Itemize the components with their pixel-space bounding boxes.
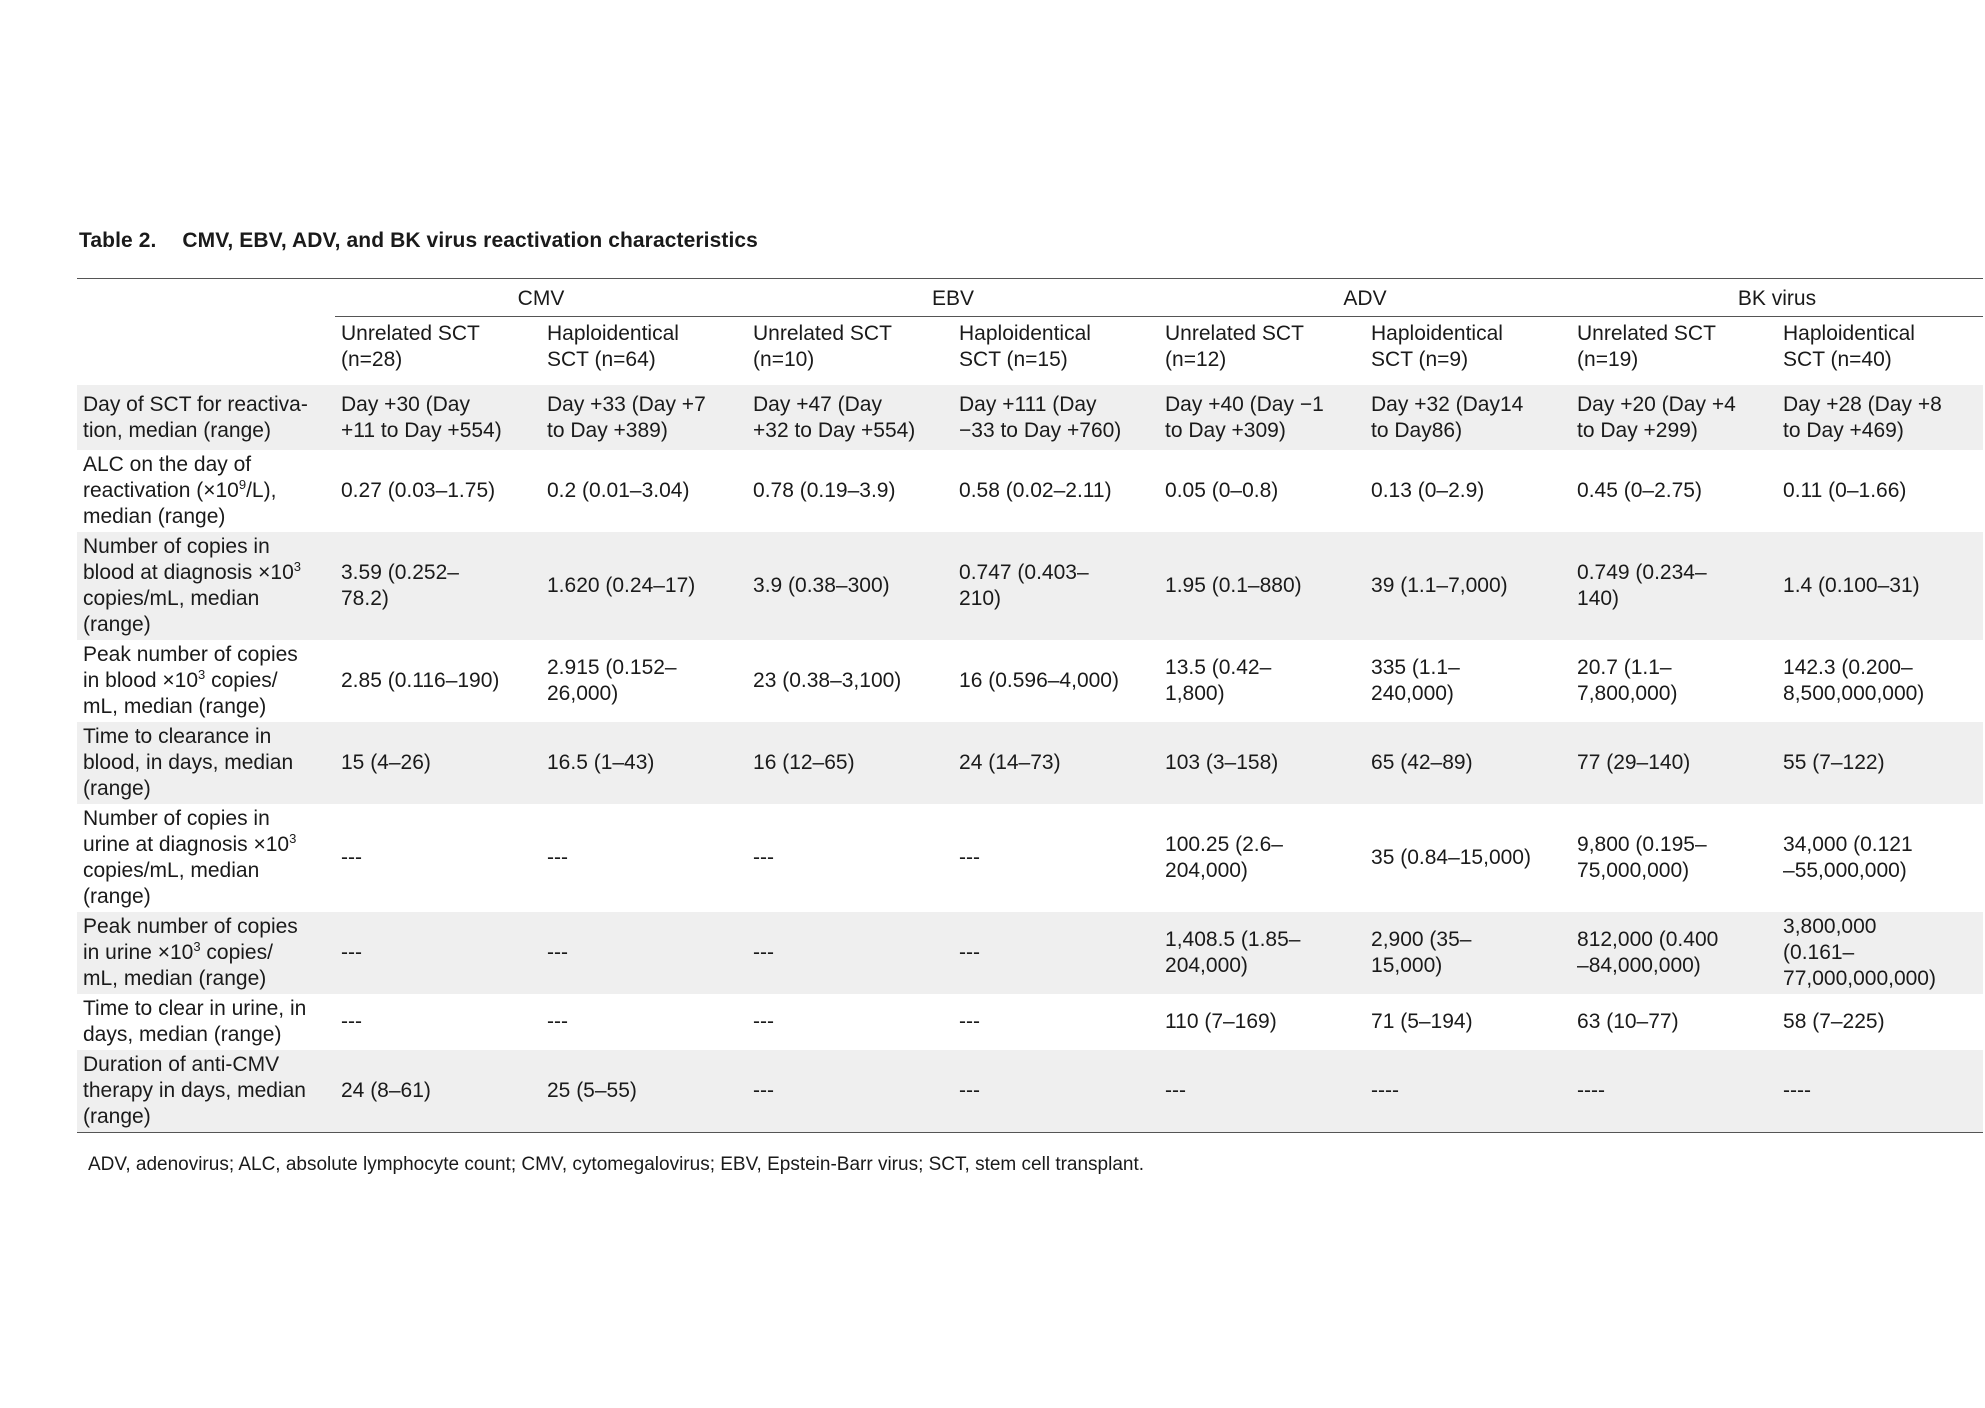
table-cell [953, 532, 1159, 640]
table-cell [747, 722, 953, 804]
cell-line: 1,408.5 (1.85– [1165, 928, 1301, 951]
cell-line: to Day +299) [1577, 418, 1698, 442]
cell-line: 1.620 (0.24–17) [547, 574, 696, 597]
corner-cell [77, 279, 335, 386]
cell-line: --- [753, 941, 774, 964]
cell-line: to Day86) [1371, 418, 1463, 442]
cell-line: 23 (0.38–3,100) [753, 669, 902, 692]
table-cell [541, 640, 747, 722]
cell-line: 16.5 (1–43) [547, 751, 655, 774]
table-cell [1365, 1050, 1571, 1133]
cell-line: 35 (0.84–15,000) [1371, 846, 1531, 869]
row-label-line: mL, median (range) [83, 695, 267, 718]
table-cell [335, 385, 541, 450]
cell-line: 103 (3–158) [1165, 751, 1279, 774]
subheader-cell [747, 317, 953, 386]
table-cell [1777, 722, 1983, 804]
table-cell [541, 804, 747, 912]
group-header-adv: ADV [1159, 279, 1571, 317]
table-cell [335, 912, 541, 994]
table-cell [1159, 385, 1365, 450]
cell-line: 0.45 (0–2.75) [1577, 479, 1702, 502]
cell-line: Day +28 (Day +8 [1783, 392, 1942, 416]
table-cell [747, 804, 953, 912]
table-row [77, 1050, 1983, 1133]
row-label [77, 640, 335, 722]
cell-line: Day +111 (Day [959, 392, 1097, 416]
row-label-line: ALC on the day of [83, 453, 252, 476]
subheader-line: (n=12) [1165, 348, 1227, 371]
row-label-line: Day of SCT for reactiva- [83, 392, 308, 416]
table-cell [541, 912, 747, 994]
cell-line: 0.58 (0.02–2.11) [959, 479, 1112, 502]
table-cell [953, 1050, 1159, 1133]
table-cell [1777, 450, 1983, 532]
table-cell [1159, 912, 1365, 994]
table-row [77, 804, 1983, 912]
cell-line: 75,000,000) [1577, 859, 1690, 882]
table-cell [953, 994, 1159, 1050]
row-label-line: in blood ×10 [83, 669, 199, 692]
table-row [77, 385, 1983, 450]
subheader-line: SCT (n=40) [1783, 348, 1892, 371]
group-header-ebv: EBV [747, 279, 1159, 317]
cell-line: 140) [1577, 587, 1620, 610]
subheader-line: (n=10) [753, 348, 815, 371]
cell-line: --- [341, 846, 362, 869]
table-cell [1365, 385, 1571, 450]
cell-line: –84,000,000) [1577, 954, 1701, 977]
cell-line: --- [753, 1010, 774, 1033]
cell-line: Day +47 (Day [753, 392, 882, 416]
table-cell [1777, 640, 1983, 722]
subheader-line: Unrelated SCT [1165, 322, 1304, 345]
table-cell [1777, 385, 1983, 450]
table-cell [335, 640, 541, 722]
row-label-line: Peak number of copies [83, 915, 298, 938]
table-cell [1365, 450, 1571, 532]
cell-line: 77,000,000,000) [1783, 967, 1936, 990]
table-cell [1159, 640, 1365, 722]
cell-line: ---- [1371, 1079, 1399, 1102]
cell-line: 2,900 (35– [1371, 928, 1472, 951]
cell-line: Day +33 (Day +7 [547, 392, 706, 416]
cell-line: 0.11 (0–1.66) [1783, 479, 1907, 502]
cell-line: 3.9 (0.38–300) [753, 574, 890, 597]
table-cell [1777, 994, 1983, 1050]
superscript-exponent: 3 [193, 939, 201, 954]
subheader-cell [541, 317, 747, 386]
table-row [77, 640, 1983, 722]
cell-line: 16 (12–65) [753, 751, 855, 774]
table-cell [1159, 994, 1365, 1050]
cell-line: 78.2) [341, 587, 389, 610]
subheader-line: Unrelated SCT [1577, 322, 1716, 345]
subheader-line: Haploidentical [1371, 322, 1503, 345]
cell-line: 7,800,000) [1577, 682, 1678, 705]
cell-line: 77 (29–140) [1577, 751, 1691, 774]
row-label [77, 912, 335, 994]
cell-line: 58 (7–225) [1783, 1010, 1885, 1033]
table-cell [1571, 994, 1777, 1050]
subheader-line: (n=19) [1577, 348, 1639, 371]
row-label-line: Time to clearance in [83, 725, 272, 748]
row-label-line: blood, in days, median [83, 751, 294, 774]
row-label-line: Number of copies in [83, 535, 270, 558]
table-cell [335, 532, 541, 640]
table-cell [1777, 532, 1983, 640]
cell-line: to Day +389) [547, 418, 668, 442]
row-label [77, 532, 335, 640]
cell-line: 15,000) [1371, 954, 1443, 977]
row-label-line: in urine ×10 [83, 941, 194, 964]
cell-line: 3,800,000 [1783, 915, 1877, 938]
table-cell [335, 450, 541, 532]
superscript-exponent: 3 [289, 831, 297, 846]
row-label-tail: /L), [246, 479, 277, 502]
cell-line: 0.13 (0–2.9) [1371, 479, 1485, 502]
cell-line: 20.7 (1.1– [1577, 656, 1672, 679]
row-label [77, 994, 335, 1050]
cell-line: --- [959, 1079, 980, 1102]
row-label-line: days, median (range) [83, 1023, 282, 1046]
cell-line: 0.749 (0.234– [1577, 561, 1707, 584]
row-label-line: copies/mL, median [83, 587, 260, 610]
subheader-line: SCT (n=9) [1371, 348, 1469, 371]
cell-line: 142.3 (0.200– [1783, 656, 1913, 679]
cell-line: +32 to Day +554) [753, 418, 916, 442]
table-cell [1159, 722, 1365, 804]
table-footnote: ADV, adenovirus; ALC, absolute lymphocyte count; CMV, cytomegalovirus; EBV, Epstein-Barr virus; SCT, stem cell transplant. [88, 1154, 1145, 1175]
cell-line: 15 (4–26) [341, 751, 431, 774]
table-cell [1365, 804, 1571, 912]
group-header-row [77, 279, 1983, 317]
cell-line: 110 (7–169) [1165, 1010, 1277, 1033]
table-cell [1365, 640, 1571, 722]
table-cell [541, 450, 747, 532]
subheader-cell [1571, 317, 1777, 386]
row-label-line: (range) [83, 777, 151, 800]
subheader-line: Unrelated SCT [341, 322, 480, 345]
subheader-line: Unrelated SCT [753, 322, 892, 345]
cell-line: 63 (10–77) [1577, 1010, 1679, 1033]
table-cell [335, 722, 541, 804]
cell-line: 100.25 (2.6– [1165, 833, 1283, 856]
subheader-line: SCT (n=64) [547, 348, 656, 371]
cell-line: 39 (1.1–7,000) [1371, 574, 1508, 597]
table-cell [953, 640, 1159, 722]
superscript-exponent: 3 [198, 667, 206, 682]
cell-line: 13.5 (0.42– [1165, 656, 1272, 679]
cell-line: 0.27 (0.03–1.75) [341, 479, 496, 502]
table-cell [747, 385, 953, 450]
superscript-exponent: 9 [238, 477, 247, 492]
subheader-row [77, 317, 1983, 386]
row-label-line: Peak number of copies [83, 643, 298, 666]
table-cell [1571, 450, 1777, 532]
row-label-line: blood at diagnosis ×10 [83, 561, 294, 584]
table-cell [1777, 1050, 1983, 1133]
cell-line: Day +30 (Day [341, 392, 470, 416]
table-cell [1571, 912, 1777, 994]
cell-line: 55 (7–122) [1783, 751, 1885, 774]
subheader-cell [953, 317, 1159, 386]
group-header-cmv: CMV [335, 279, 747, 317]
cell-line: 25 (5–55) [547, 1079, 637, 1102]
cell-line: 0.2 (0.01–3.04) [547, 479, 690, 502]
row-label-line: therapy in days, median [83, 1079, 306, 1102]
row-label-line: (range) [83, 885, 151, 908]
table-cell [747, 994, 953, 1050]
cell-line: --- [1165, 1079, 1186, 1102]
cell-line: 210) [959, 587, 1002, 610]
table-cell [953, 722, 1159, 804]
table-row [77, 722, 1983, 804]
table-cell [953, 804, 1159, 912]
table-cell [335, 994, 541, 1050]
cell-line: 812,000 (0.400 [1577, 928, 1719, 951]
subheader-line: Haploidentical [1783, 322, 1915, 345]
table-cell [1777, 804, 1983, 912]
table-cell [335, 1050, 541, 1133]
table-cell [1159, 450, 1365, 532]
row-label [77, 385, 335, 450]
table-cell [1159, 1050, 1365, 1133]
table-caption [79, 229, 758, 253]
cell-line: 1,800) [1165, 682, 1225, 705]
table-cell [1777, 912, 1983, 994]
table-cell [1571, 640, 1777, 722]
row-label-line: urine at diagnosis ×10 [83, 833, 290, 856]
row-label-line: mL, median (range) [83, 967, 267, 990]
cell-line: 24 (14–73) [959, 751, 1061, 774]
table-title: CMV, EBV, ADV, and BK virus reactivation characteristics [182, 229, 758, 252]
cell-line: 335 (1.1– [1371, 656, 1460, 679]
cell-line: –55,000,000) [1783, 859, 1907, 882]
table-row [77, 994, 1983, 1050]
table-cell [1571, 804, 1777, 912]
cell-line: 9,800 (0.195– [1577, 833, 1707, 856]
table-cell [1159, 804, 1365, 912]
subheader-line: SCT (n=15) [959, 348, 1068, 371]
cell-line: Day +20 (Day +4 [1577, 392, 1736, 416]
table-cell [1365, 912, 1571, 994]
table-cell [541, 532, 747, 640]
cell-line: --- [753, 1079, 774, 1102]
table-row [77, 912, 1983, 994]
group-header-bk: BK virus [1571, 279, 1983, 317]
cell-line: 16 (0.596–4,000) [959, 669, 1119, 692]
cell-line: 240,000) [1371, 682, 1454, 705]
cell-line: --- [547, 1010, 568, 1033]
cell-line: 1.4 (0.100–31) [1783, 574, 1920, 597]
row-label-line: (range) [83, 613, 151, 636]
cell-line: to Day +469) [1783, 418, 1904, 442]
table-row [77, 450, 1983, 532]
cell-line: ---- [1783, 1079, 1811, 1102]
cell-line: −33 to Day +760) [959, 418, 1122, 442]
cell-line: --- [959, 941, 980, 964]
table-cell [541, 1050, 747, 1133]
row-label-line: reactivation (×10 [83, 479, 239, 502]
cell-line: 204,000) [1165, 859, 1248, 882]
table-cell [953, 450, 1159, 532]
table-cell [1365, 532, 1571, 640]
row-label-line: copies/mL, median [83, 859, 260, 882]
subheader-cell [335, 317, 541, 386]
row-label-line: median (range) [83, 505, 226, 528]
subheader-cell [1365, 317, 1571, 386]
cell-line: (0.161– [1783, 941, 1855, 964]
row-label-line: (range) [83, 1105, 151, 1128]
cell-line: 8,500,000,000) [1783, 682, 1925, 705]
cell-line: 71 (5–194) [1371, 1010, 1473, 1033]
table-cell [1571, 1050, 1777, 1133]
row-label-line: Duration of anti-CMV [83, 1053, 280, 1076]
row-label [77, 1050, 335, 1133]
cell-line: Day +40 (Day −1 [1165, 392, 1324, 416]
row-label-line: Time to clear in urine, in [83, 997, 307, 1020]
row-label-tail: copies/ [200, 941, 273, 964]
row-label-line: tion, median (range) [83, 418, 271, 442]
table-cell [541, 385, 747, 450]
row-label-tail: copies/ [205, 669, 278, 692]
cell-line: 26,000) [547, 682, 619, 705]
cell-line: 1.95 (0.1–880) [1165, 574, 1302, 597]
cell-line: --- [959, 1010, 980, 1033]
table-cell [1365, 994, 1571, 1050]
row-label [77, 804, 335, 912]
table-cell [1159, 532, 1365, 640]
cell-line: 34,000 (0.121 [1783, 833, 1913, 856]
cell-line: 0.747 (0.403– [959, 561, 1089, 584]
cell-line: --- [547, 941, 568, 964]
cell-line: +11 to Day +554) [341, 418, 502, 442]
cell-line: --- [341, 941, 362, 964]
cell-line: --- [547, 846, 568, 869]
cell-line: 65 (42–89) [1371, 751, 1473, 774]
table-cell [747, 1050, 953, 1133]
virus-reactivation-table [77, 278, 1983, 1133]
cell-line: Day +32 (Day14 [1371, 392, 1524, 416]
cell-line: --- [341, 1010, 362, 1033]
table-cell [953, 912, 1159, 994]
table-cell [1571, 722, 1777, 804]
cell-line: --- [959, 846, 980, 869]
cell-line: --- [753, 846, 774, 869]
cell-line: 2.915 (0.152– [547, 656, 677, 679]
cell-line: 0.05 (0–0.8) [1165, 479, 1279, 502]
subheader-line: Haploidentical [547, 322, 679, 345]
row-label [77, 722, 335, 804]
subheader-line: Haploidentical [959, 322, 1091, 345]
cell-line: 0.78 (0.19–3.9) [753, 479, 896, 502]
table-cell [747, 640, 953, 722]
table-cell [1571, 532, 1777, 640]
table-cell [541, 722, 747, 804]
subheader-cell [1777, 317, 1983, 386]
table-cell [747, 450, 953, 532]
table-cell [1365, 722, 1571, 804]
cell-line: 24 (8–61) [341, 1079, 431, 1102]
table-cell [1571, 385, 1777, 450]
subheader-line: (n=28) [341, 348, 403, 371]
row-label [77, 450, 335, 532]
table-cell [747, 912, 953, 994]
cell-line: ---- [1577, 1079, 1605, 1102]
cell-line: 2.85 (0.116–190) [341, 669, 500, 692]
table-row [77, 532, 1983, 640]
table-cell [747, 532, 953, 640]
subheader-cell [1159, 317, 1365, 386]
cell-line: to Day +309) [1165, 418, 1286, 442]
cell-line: 3.59 (0.252– [341, 561, 459, 584]
superscript-exponent: 3 [293, 559, 301, 574]
table-cell [335, 804, 541, 912]
row-label-line: Number of copies in [83, 807, 270, 830]
cell-line: 204,000) [1165, 954, 1248, 977]
table-cell [541, 994, 747, 1050]
table-label: Table 2. [79, 229, 157, 252]
table-cell [953, 385, 1159, 450]
